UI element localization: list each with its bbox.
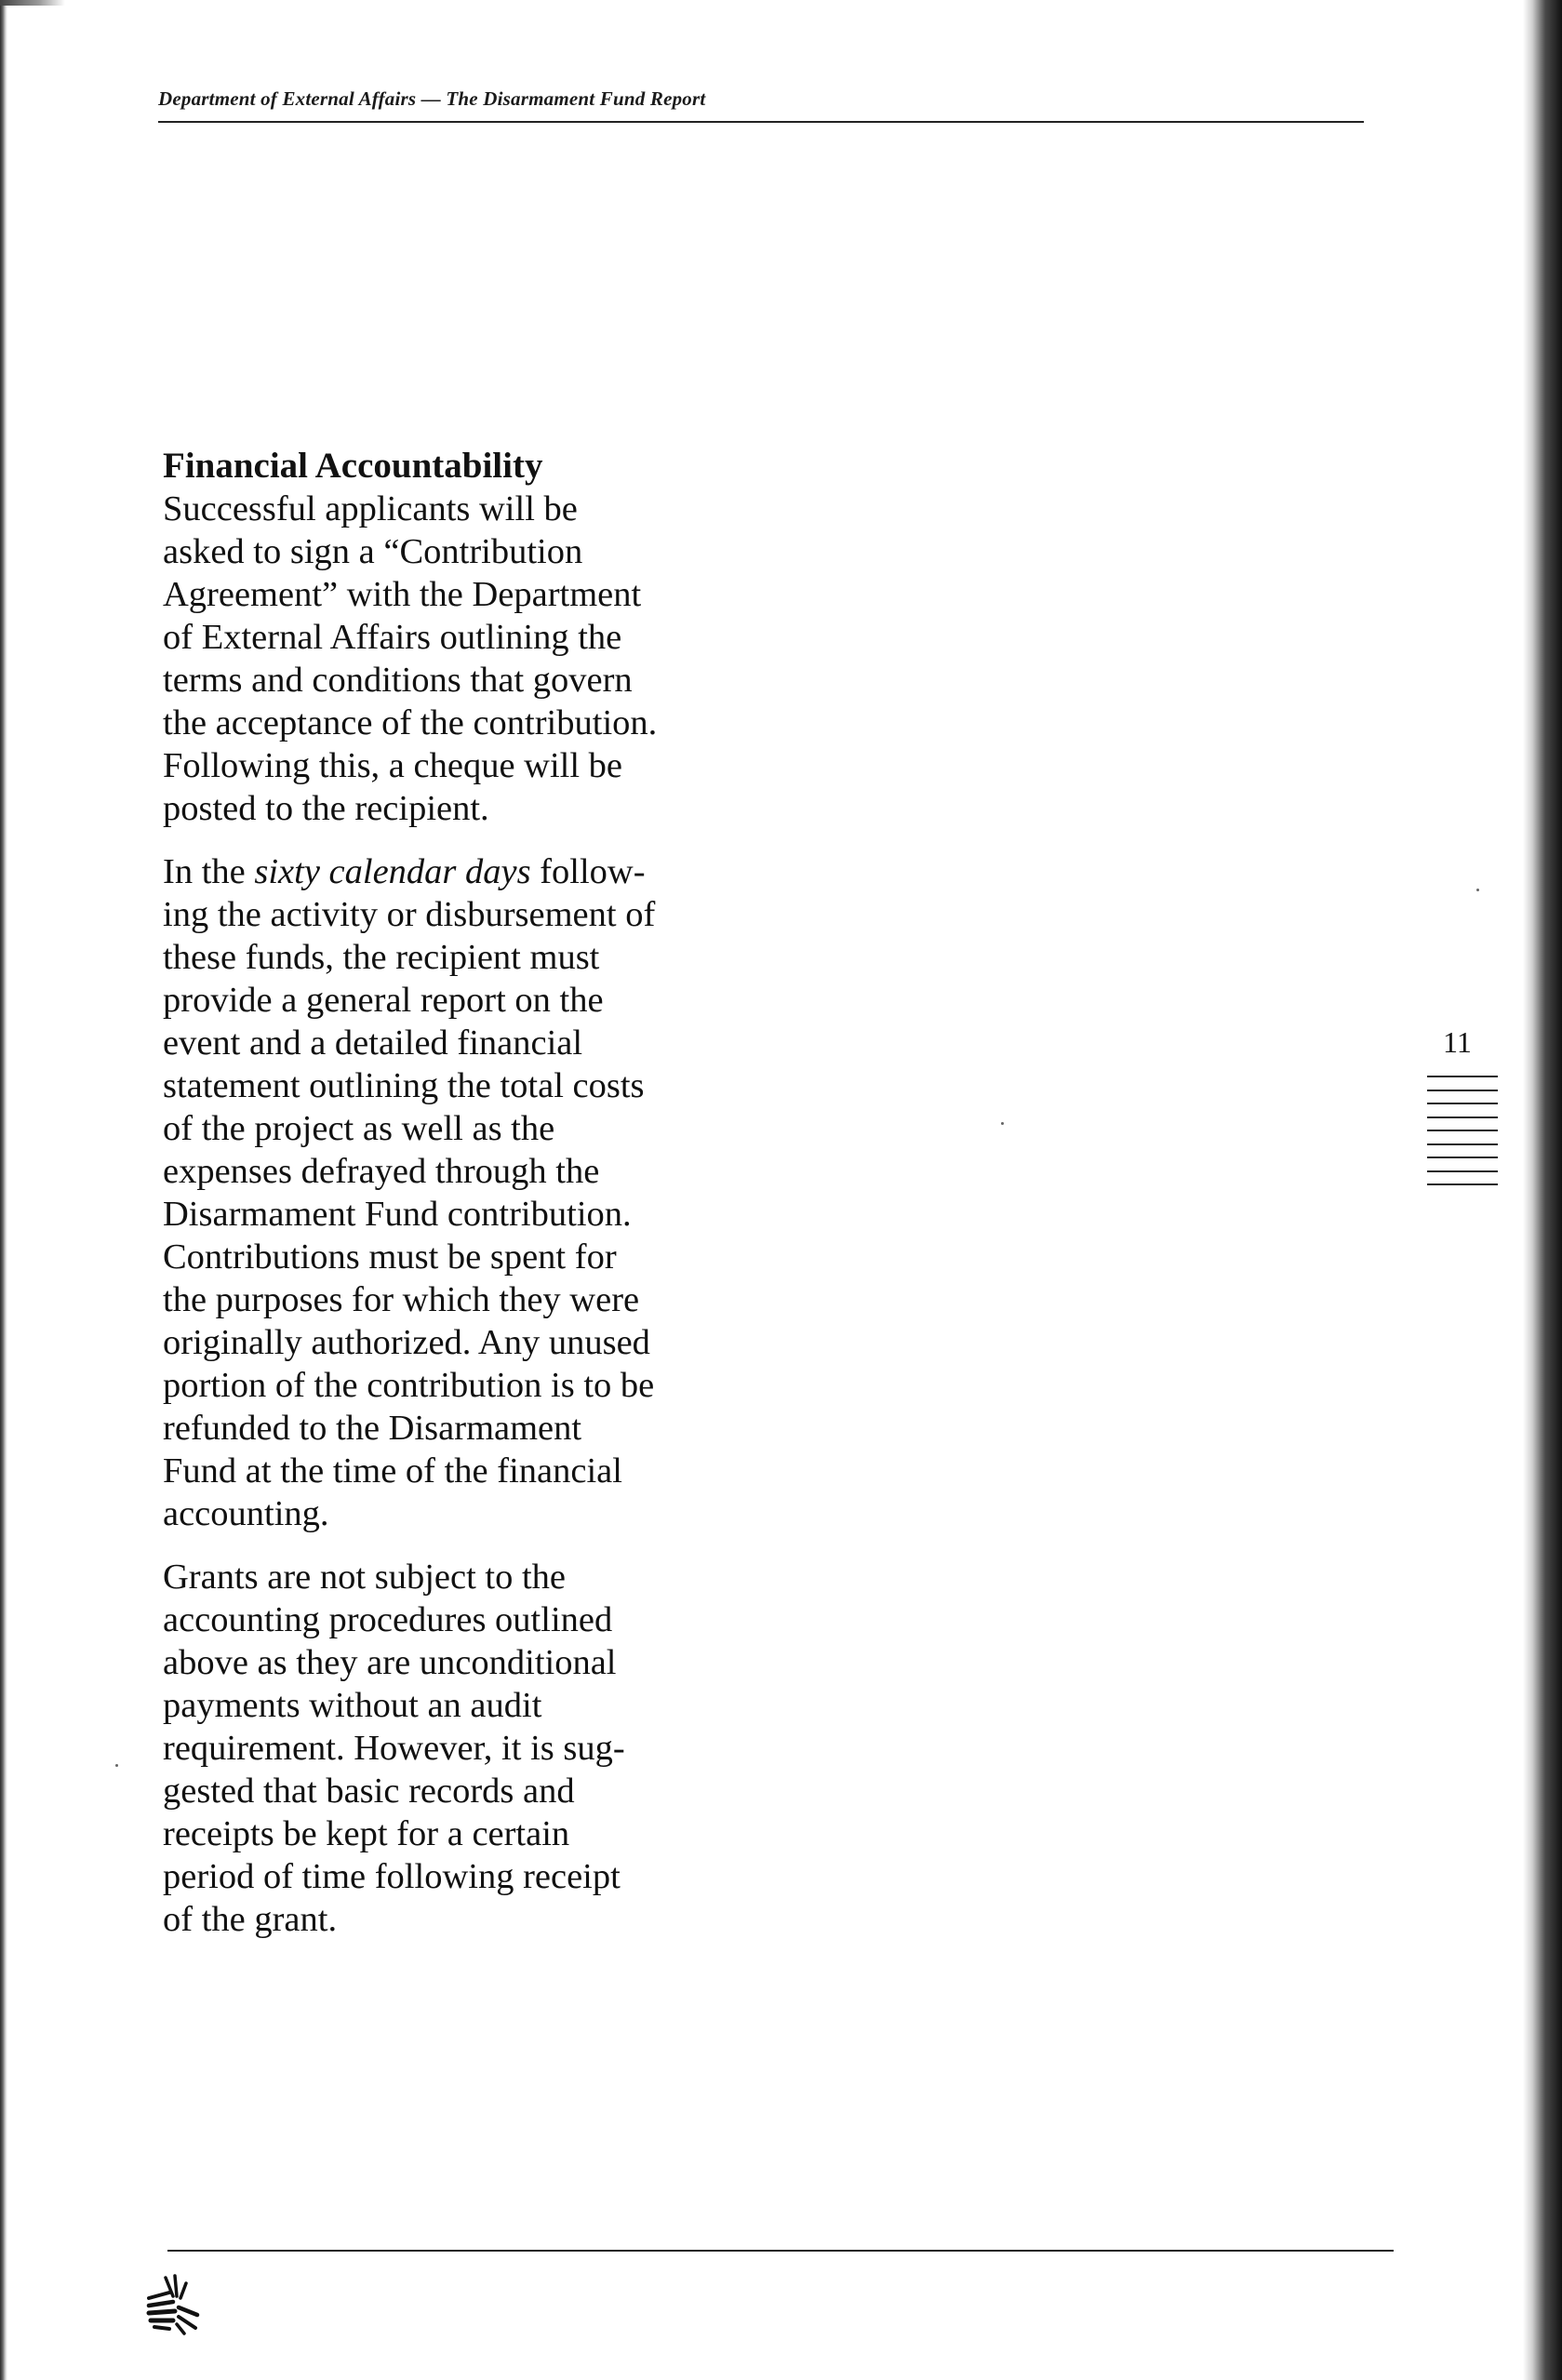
text-line: ing the activity or disbursement of bbox=[163, 895, 656, 934]
text-line: gested that basic records and bbox=[163, 1772, 575, 1811]
text-line: period of time following receipt bbox=[163, 1857, 621, 1896]
text-line: Following this, a cheque will be bbox=[163, 746, 623, 785]
text-line: originally authorized. Any unused bbox=[163, 1323, 650, 1362]
government-emblem-icon bbox=[141, 2270, 207, 2335]
text-line: of the grant. bbox=[163, 1900, 338, 1939]
text-line: of External Affairs outlining the bbox=[163, 618, 622, 657]
text-line: Contributions must be spent for bbox=[163, 1237, 617, 1277]
text-line: accounting procedures outlined bbox=[163, 1600, 613, 1639]
scan-speck bbox=[115, 1764, 118, 1767]
text-line: event and a detailed financial bbox=[163, 1023, 583, 1063]
text-line: statement outlining the total costs bbox=[163, 1066, 645, 1105]
scan-right-edge bbox=[1523, 0, 1562, 2380]
text-line: Successful applicants will be bbox=[163, 489, 578, 528]
text-line: accounting. bbox=[163, 1494, 329, 1533]
tab-line bbox=[1427, 1103, 1498, 1104]
tab-line bbox=[1427, 1130, 1498, 1131]
tab-line bbox=[1427, 1076, 1498, 1077]
text-line: these funds, the recipient must bbox=[163, 938, 600, 977]
text-line: expenses defrayed through the bbox=[163, 1152, 600, 1191]
header-rule bbox=[158, 121, 1364, 123]
text-line: Disarmament Fund contribution. bbox=[163, 1195, 632, 1234]
text-line: Agreement” with the Department bbox=[163, 575, 642, 614]
paragraph-3 bbox=[163, 1556, 758, 1941]
text-line bbox=[163, 850, 758, 893]
section-title: Financial Accountability bbox=[163, 446, 543, 486]
text-line: terms and conditions that govern bbox=[163, 661, 633, 700]
text-line: provide a general report on the bbox=[163, 981, 604, 1020]
text-run: In the bbox=[163, 852, 255, 891]
text-line: the acceptance of the contribution. bbox=[163, 703, 658, 742]
text-line: above as they are unconditional bbox=[163, 1643, 617, 1682]
tab-line bbox=[1427, 1170, 1498, 1172]
scan-left-edge bbox=[0, 0, 7, 2380]
tab-line bbox=[1427, 1143, 1498, 1145]
page-number: 11 bbox=[1443, 1025, 1472, 1059]
text-line: the purposes for which they were bbox=[163, 1280, 640, 1319]
emphasized-phrase: sixty calendar days bbox=[254, 852, 531, 891]
page-tab-marker bbox=[1427, 1076, 1498, 1197]
text-line: Fund at the time of the financial bbox=[163, 1451, 622, 1491]
tab-line bbox=[1427, 1116, 1498, 1118]
text-line: receipts be kept for a certain bbox=[163, 1814, 570, 1853]
scan-speck bbox=[1001, 1122, 1004, 1125]
paragraph-2 bbox=[163, 850, 758, 1535]
text-line: requirement. However, it is sug- bbox=[163, 1729, 625, 1768]
scan-corner-mark bbox=[0, 0, 65, 6]
tab-line bbox=[1427, 1183, 1498, 1185]
text-line: payments without an audit bbox=[163, 1686, 542, 1725]
text-line: refunded to the Disarmament bbox=[163, 1409, 582, 1448]
paragraph-1 bbox=[163, 488, 758, 830]
footer-rule bbox=[167, 2250, 1394, 2252]
text-run: follow- bbox=[530, 852, 646, 891]
text-line: posted to the recipient. bbox=[163, 789, 489, 828]
scan-speck bbox=[1476, 889, 1479, 891]
text-line: portion of the contribution is to be bbox=[163, 1366, 655, 1405]
text-line: Grants are not subject to the bbox=[163, 1558, 566, 1597]
text-line: asked to sign a “Contribution bbox=[163, 532, 583, 571]
running-head: Department of External Affairs — The Disarmament Fund Report bbox=[158, 87, 706, 110]
text-line: of the project as well as the bbox=[163, 1109, 555, 1148]
tab-line bbox=[1427, 1157, 1498, 1158]
tab-line bbox=[1427, 1090, 1498, 1091]
body-column bbox=[163, 445, 758, 1961]
